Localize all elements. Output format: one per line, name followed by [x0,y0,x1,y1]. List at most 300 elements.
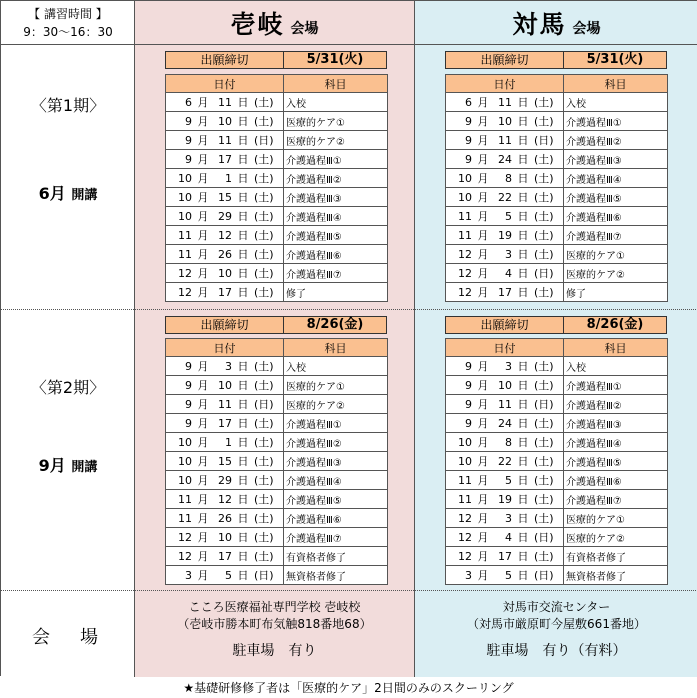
month-value: 3 [465,569,472,582]
day-value: 24 [498,153,512,166]
month-unit: 月 [477,455,489,468]
schedule-row [446,547,668,566]
tsushima-parking: 駐車場 有り（有料） [486,643,627,659]
month-unit: 月 [477,512,489,525]
weekday-paren: ) [549,455,554,468]
schedule-row [166,357,388,376]
hours-label: 【 講習時間 】 [28,7,108,21]
iki-p2-table [165,338,388,585]
weekday-paren: ( [534,96,539,109]
day-value: 22 [498,455,512,468]
schedule-date [446,547,564,566]
month-value: 10 [458,172,472,185]
day-unit: 日 [237,379,249,392]
weekday-paren: ) [549,531,554,544]
schedule-row [166,509,388,528]
day-unit: 日 [237,569,249,582]
venue-row-label: 会 場 [32,627,104,648]
schedule-subject: 介護過程Ⅲ① [284,414,388,433]
day-value: 17 [218,153,232,166]
month-unit: 月 [197,417,209,430]
date-col-header: 日付 [446,75,564,93]
month-unit: 月 [477,569,489,582]
schedule-subject: 介護過程Ⅲ② [564,131,668,150]
weekday-paren: ) [269,531,274,544]
schedule-row [166,93,388,112]
month-value: 9 [185,379,192,392]
iki-p2-deadline-date: 8/26(金) [306,317,364,332]
tsushima-p1-deadline-label: 出願締切 [446,52,564,68]
period-1-open-month: 6月 [38,184,66,203]
day-unit: 日 [517,436,529,449]
period-1-open [1,181,135,204]
month-unit: 月 [477,379,489,392]
schedule-subject: 介護過程Ⅲ① [284,150,388,169]
schedule-date [446,169,564,188]
month-unit: 月 [477,115,489,128]
schedule-row [166,112,388,131]
month-value: 10 [458,455,472,468]
schedule-subject: 医療的ケア① [564,245,668,264]
month-value: 9 [465,153,472,166]
weekday-paren: ( [534,286,539,299]
tsushima-heading [415,5,697,41]
day-value: 1 [225,436,232,449]
weekday-paren: ) [269,248,274,261]
weekday-value: 土 [258,550,270,563]
schedule-date [446,490,564,509]
weekday-value: 日 [538,569,550,582]
schedule-subject: 介護過程Ⅲ③ [564,414,668,433]
day-value: 19 [498,229,512,242]
month-unit: 月 [197,512,209,525]
period-2-open-kw: 開講 [71,460,98,475]
tsushima-p2-deadline-date: 8/26(金) [586,317,644,332]
month-value: 12 [458,248,472,261]
schedule-subject: 介護過程Ⅲ⑤ [564,452,668,471]
tsushima-p1-table [445,74,668,302]
day-unit: 日 [517,493,529,506]
weekday-value: 土 [258,531,270,544]
month-value: 9 [465,134,472,147]
weekday-value: 土 [538,493,550,506]
weekday-value: 土 [258,474,270,487]
weekday-value: 日 [258,398,270,411]
tsushima-p2-deadline-label: 出願締切 [446,317,564,333]
day-unit: 日 [517,229,529,242]
schedule-row [166,376,388,395]
weekday-paren: ( [534,248,539,261]
weekday-value: 土 [538,229,550,242]
schedule-subject: 介護過程Ⅲ② [284,433,388,452]
schedule-subject: 介護過程Ⅲ⑤ [564,188,668,207]
weekday-paren: ( [254,360,259,373]
schedule-date [166,188,284,207]
month-value: 11 [178,493,192,506]
schedule-date [446,150,564,169]
schedule-row [446,169,668,188]
weekday-paren: ) [269,569,274,582]
month-unit: 月 [477,493,489,506]
weekday-paren: ) [269,417,274,430]
subject-col-header: 科目 [564,75,668,93]
weekday-value: 土 [538,172,550,185]
schedule-date [166,376,284,395]
schedule-date [166,264,284,283]
schedule-subject: 介護過程Ⅲ④ [564,433,668,452]
schedule-row [446,131,668,150]
weekday-paren: ) [549,96,554,109]
weekday-value: 日 [538,398,550,411]
subject-col-header: 科目 [284,339,388,357]
month-unit: 月 [477,267,489,280]
schedule-row [166,131,388,150]
day-value: 11 [498,96,512,109]
schedule-date [166,245,284,264]
schedule-subject: 介護過程Ⅲ⑤ [284,226,388,245]
weekday-paren: ) [549,286,554,299]
schedule-date [166,207,284,226]
schedule-subject: 医療的ケア② [284,131,388,150]
day-unit: 日 [237,286,249,299]
day-unit: 日 [517,360,529,373]
left-label-column [1,1,135,677]
month-unit: 月 [477,153,489,166]
weekday-paren: ) [549,569,554,582]
month-value: 3 [185,569,192,582]
day-value: 4 [505,531,512,544]
weekday-value: 土 [258,286,270,299]
tsushima-suffix: 会場 [572,21,601,37]
day-unit: 日 [237,115,249,128]
day-unit: 日 [517,267,529,280]
weekday-paren: ( [534,531,539,544]
iki-column [135,1,415,677]
day-value: 10 [498,115,512,128]
schedule-date [166,112,284,131]
schedule-date [166,395,284,414]
weekday-value: 土 [258,360,270,373]
schedule-date [446,112,564,131]
schedule-row [446,395,668,414]
weekday-paren: ) [549,172,554,185]
day-unit: 日 [237,229,249,242]
day-unit: 日 [517,191,529,204]
day-unit: 日 [237,550,249,563]
month-unit: 月 [197,531,209,544]
day-value: 17 [498,286,512,299]
day-unit: 日 [237,436,249,449]
month-unit: 月 [197,267,209,280]
weekday-paren: ( [534,512,539,525]
schedule-row [166,283,388,302]
schedule-row [166,395,388,414]
month-value: 9 [185,134,192,147]
weekday-value: 日 [538,267,550,280]
day-unit: 日 [237,360,249,373]
day-value: 11 [498,398,512,411]
schedule-date [446,471,564,490]
month-value: 11 [178,248,192,261]
hours-value: 9：30〜16：30 [23,25,113,39]
weekday-paren: ( [254,398,259,411]
schedule-subject: 医療的ケア② [284,395,388,414]
weekday-value: 土 [538,512,550,525]
schedule-date [166,547,284,566]
day-value: 3 [505,248,512,261]
day-unit: 日 [517,210,529,223]
weekday-paren: ) [549,512,554,525]
day-value: 17 [498,550,512,563]
period-2-open-month: 9月 [38,456,66,475]
day-unit: 日 [517,531,529,544]
weekday-paren: ( [254,417,259,430]
schedule-date [446,188,564,207]
month-unit: 月 [197,360,209,373]
schedule-row [166,433,388,452]
venue-divider [1,590,697,591]
weekday-paren: ( [254,229,259,242]
month-unit: 月 [477,134,489,147]
iki-parking: 駐車場 有り [232,643,317,659]
date-col-header: 日付 [446,339,564,357]
weekday-paren: ) [549,191,554,204]
day-value: 11 [218,134,232,147]
month-value: 10 [458,191,472,204]
schedule-date [446,509,564,528]
weekday-value: 土 [258,96,270,109]
weekday-paren: ) [549,115,554,128]
day-unit: 日 [517,115,529,128]
day-unit: 日 [517,172,529,185]
weekday-paren: ( [534,360,539,373]
schedule-date [166,226,284,245]
month-value: 6 [185,96,192,109]
day-unit: 日 [237,191,249,204]
schedule-date [446,131,564,150]
month-value: 11 [458,474,472,487]
schedule-row [166,452,388,471]
tsushima-p2-deadline [445,316,667,334]
day-value: 10 [218,531,232,544]
period-2-label: 〈第2期〉 [30,378,106,397]
day-value: 5 [505,210,512,223]
month-unit: 月 [197,248,209,261]
month-unit: 月 [477,286,489,299]
month-value: 9 [465,379,472,392]
footnote: ★基礎研修修了者は「医療的ケア」2日間のみのスクーリング [183,681,514,695]
weekday-value: 日 [538,531,550,544]
month-unit: 月 [197,569,209,582]
day-unit: 日 [237,96,249,109]
weekday-paren: ) [269,134,274,147]
weekday-value: 土 [258,210,270,223]
weekday-paren: ( [254,210,259,223]
schedule-subject: 介護過程Ⅲ③ [284,452,388,471]
day-value: 24 [498,417,512,430]
day-unit: 日 [517,569,529,582]
schedule-date [166,490,284,509]
weekday-paren: ( [534,455,539,468]
day-value: 22 [498,191,512,204]
month-value: 11 [458,210,472,223]
day-value: 17 [218,550,232,563]
day-unit: 日 [237,153,249,166]
tsushima-name: 対馬 [512,10,567,39]
day-unit: 日 [517,550,529,563]
schedule-date [166,357,284,376]
day-value: 5 [225,569,232,582]
weekday-value: 土 [258,417,270,430]
period-1-open-kw: 開講 [71,188,98,203]
month-unit: 月 [197,286,209,299]
month-value: 10 [178,210,192,223]
weekday-value: 土 [538,191,550,204]
schedule-row [446,150,668,169]
day-value: 29 [218,474,232,487]
weekday-paren: ( [254,172,259,185]
schedule-row [166,547,388,566]
month-value: 11 [458,493,472,506]
month-unit: 月 [197,455,209,468]
weekday-paren: ( [254,569,259,582]
schedule-row [166,490,388,509]
weekday-paren: ( [534,398,539,411]
weekday-paren: ) [549,550,554,563]
schedule-subject: 介護過程Ⅲ④ [284,207,388,226]
schedule-row [446,433,668,452]
month-value: 12 [178,531,192,544]
weekday-paren: ) [269,379,274,392]
day-unit: 日 [237,398,249,411]
month-unit: 月 [477,550,489,563]
day-unit: 日 [517,96,529,109]
weekday-paren: ( [254,191,259,204]
day-unit: 日 [517,248,529,261]
schedule-subject: 介護過程Ⅲ⑥ [564,471,668,490]
schedule-subject: 介護過程Ⅲ② [564,395,668,414]
weekday-paren: ) [549,474,554,487]
schedule-subject: 医療的ケア② [564,528,668,547]
schedule-date [446,264,564,283]
day-unit: 日 [237,248,249,261]
weekday-paren: ( [254,115,259,128]
schedule-subject: 介護過程Ⅲ⑦ [284,528,388,547]
day-unit: 日 [237,474,249,487]
schedule-row [446,112,668,131]
weekday-value: 日 [538,134,550,147]
schedule-date [166,566,284,585]
schedule-date [166,414,284,433]
schedule-date [166,452,284,471]
weekday-paren: ( [534,191,539,204]
weekday-paren: ) [269,191,274,204]
day-value: 3 [505,512,512,525]
month-value: 10 [178,191,192,204]
weekday-paren: ) [269,550,274,563]
weekday-value: 土 [538,455,550,468]
weekday-paren: ) [549,398,554,411]
schedule-date [166,283,284,302]
day-unit: 日 [517,286,529,299]
weekday-value: 土 [258,436,270,449]
weekday-paren: ( [534,569,539,582]
weekday-value: 土 [258,172,270,185]
weekday-paren: ) [269,474,274,487]
weekday-paren: ( [254,248,259,261]
schedule-subject: 介護過程Ⅲ① [564,112,668,131]
weekday-value: 土 [258,248,270,261]
schedule-row [446,414,668,433]
day-unit: 日 [517,417,529,430]
schedule-row [166,566,388,585]
weekday-paren: ) [549,267,554,280]
tsushima-p1-deadline-date: 5/31(火) [586,52,644,67]
day-unit: 日 [517,455,529,468]
day-unit: 日 [237,417,249,430]
schedule-row [166,471,388,490]
weekday-paren: ( [534,115,539,128]
month-value: 11 [178,229,192,242]
month-unit: 月 [197,96,209,109]
schedule-row [166,169,388,188]
schedule-row [446,188,668,207]
weekday-value: 土 [258,115,270,128]
schedule-row [446,509,668,528]
month-value: 9 [185,360,192,373]
weekday-paren: ( [534,417,539,430]
schedule-date [166,169,284,188]
day-unit: 日 [237,134,249,147]
weekday-value: 土 [538,550,550,563]
weekday-paren: ) [269,360,274,373]
month-value: 10 [178,455,192,468]
day-unit: 日 [237,267,249,280]
month-unit: 月 [197,191,209,204]
schedule-date [446,528,564,547]
month-value: 9 [465,360,472,373]
month-unit: 月 [477,360,489,373]
schedule-subject: 介護過程Ⅲ⑦ [564,490,668,509]
schedule-date [446,357,564,376]
weekday-value: 土 [258,455,270,468]
schedule-subject: 介護過程Ⅲ④ [564,169,668,188]
weekday-value: 土 [258,512,270,525]
day-unit: 日 [237,531,249,544]
weekday-paren: ( [254,550,259,563]
weekday-value: 土 [538,474,550,487]
month-value: 11 [178,512,192,525]
weekday-value: 日 [258,569,270,582]
weekday-value: 土 [258,229,270,242]
schedule-date [446,452,564,471]
schedule-row [446,490,668,509]
period-divider [1,309,697,310]
schedule-date [446,414,564,433]
schedule-row [166,188,388,207]
subject-col-header: 科目 [284,75,388,93]
weekday-paren: ) [269,267,274,280]
weekday-paren: ) [269,436,274,449]
month-unit: 月 [197,493,209,506]
iki-p2-deadline-label: 出願締切 [166,317,284,333]
schedule-row [446,245,668,264]
schedule-subject: 有資格者修了 [564,547,668,566]
tsushima-p1-deadline [445,51,667,69]
month-value: 9 [185,115,192,128]
schedule-row [166,245,388,264]
iki-p1-deadline [165,51,387,69]
